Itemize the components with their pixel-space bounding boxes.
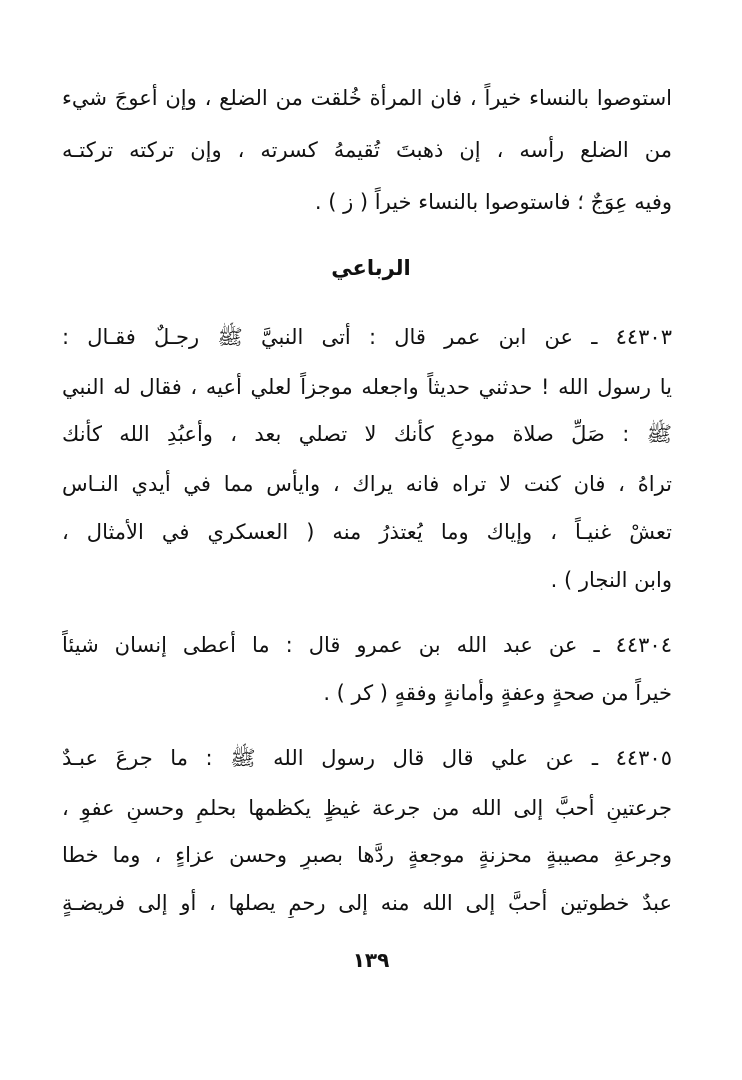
text-line: ٤٤٣٠٤ ـ عن عبد الله بن عمرو قال : ما أعطى إنسان شيئاً — [62, 633, 672, 657]
page-number: ١٣٩ — [352, 948, 390, 972]
text-line: استوصوا بالنساء خيراً ، فان المرأة خُلقت من الضلع ، وإن أعوجَ شيء — [62, 86, 672, 110]
text-line: وابن النجار ) . — [550, 568, 672, 592]
text-line: تراهُ ، فان كنت لا تراه فانه يراك ، وايأس مما في أيدي النـاس — [62, 472, 672, 496]
text-line: وجرعةِ مصيبةٍ محزنةٍ موجعةٍ ردَّها بصبرٍ وحسن عزاءٍ ، وما خطا — [62, 843, 672, 867]
text-line: جرعتينِ أحبَّ إلى الله من جرعة غيظٍ يكظمها بحلمٍ وحسنِ عفوٍ ، — [62, 796, 672, 820]
text-line: ٤٤٣٠٥ ـ عن علي قال قال رسول الله ﷺ : ما جرعَ عبـدٌ — [62, 746, 672, 770]
text-line: يا رسول الله ! حدثني حديثاً واجعله موجزاً لعلي أعيه ، فقال له النبي — [62, 375, 672, 399]
text-line: خيراً من صحةٍ وعفةٍ وأمانةٍ وفقهٍ ( كر ) . — [323, 681, 672, 705]
text-line: من الضلع رأسه ، إن ذهبتَ تُقيمهُ كسرته ، وإن تركته تركتـه — [62, 138, 672, 162]
text-line: وفيه عِوَجٌ ؛ فاستوصوا بالنساء خيراً ( ز ) . — [314, 190, 672, 214]
text-line: ٤٤٣٠٣ ـ عن ابن عمر قال : أتى النبيَّ ﷺ رجـلٌ فقـال : — [62, 325, 672, 349]
text-line: ﷺ : صَلِّ صلاة مودعٍ كأنك لا تصلي بعد ، وأعبُدِ الله كأنك — [62, 422, 672, 446]
text-line: عبدٌ خطوتين أحبَّ إلى الله منه إلى رحمٍ يصلها ، أو إلى فريضـةٍ — [62, 891, 672, 915]
section-heading: الرباعي — [331, 256, 411, 280]
text-line: تعشْ غنيـاً ، وإياك وما يُعتذرُ منه ( العسكري في الأمثال ، — [62, 520, 672, 544]
